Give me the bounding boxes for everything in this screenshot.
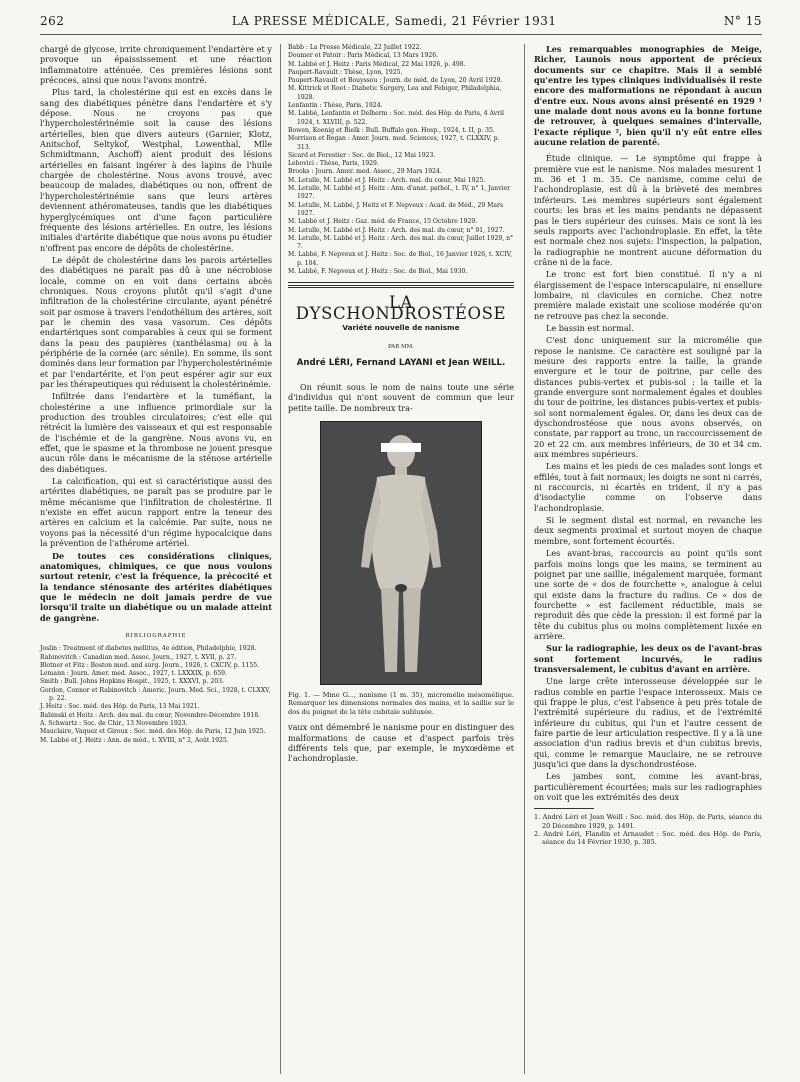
section-rule-double bbox=[288, 285, 514, 288]
patient-photograph bbox=[320, 421, 482, 685]
paragraph: On réunit sous le nom de nains toute une série d'individus qui n'ont souvent de commun que leur petite taille. De nombreux tra- bbox=[288, 382, 514, 413]
journal-title: LA PRESSE MÉDICALE, Samedi, 21 Février 1931 bbox=[231, 14, 557, 28]
reference: Bowen, Koenig et Bielk : Bull. Buffalo gen. Hosp., 1924, t. II, p. 35. bbox=[288, 126, 495, 134]
article-title: LA DYSCHONDROSTÉOSE bbox=[295, 293, 507, 323]
reference: Mauclaire, Vaquez et Giroux : Soc. méd. des Hôp. de Paris, 12 Juin 1925. bbox=[40, 728, 266, 736]
paragraph: Le dépôt de cholestérine dans les parois artérielles des diabétiques ne paraît pas dû à une nécrobiose locale, comme on en voit dans certains abcès chroniques. Nous croyons plutôt qu'il s'agit d'une infiltration de la cholestérine circulante, ayant pénétré soit par osmose à travers l'endothélium des artères, soit par le chemin des vasa vasorum. Ces dépôts endartériques sont comparables à ceux qui se forment dans la peau des paupières (xanthélasma) ou à la périphérie de la cornée (arc sénile). En somme, ils sont dominés dans leur formation par l'hypercholestérinémie et par l'endartérite, et l'on peut espérer agir sur eux par les thérapeutiques qui réduisent la cholestérinémie. bbox=[40, 254, 272, 389]
reference: Lemann : Journ. Amer. med. Assoc., 1927, t. LXXXIX, p. 659. bbox=[40, 670, 227, 678]
paragraph: Sur la radiographie, les deux os de l'avant-bras sont fortement incurvés, le radius transversalement, le cubitus d'avant en arrière. bbox=[534, 643, 762, 674]
column-right bbox=[534, 44, 762, 847]
bibliography-continued bbox=[288, 44, 514, 276]
reference: Morrison et Bogan : Amer. Journ. med. Sciences, 1927, t. CLXXIV, p. 313. bbox=[288, 135, 500, 151]
figure-caption: Fig. 1. — Mme G..., nanisme (1 m. 35), micromélie mésomélique. Remarquer les dimensions normales des mains, et la saillie sur le dos du poignet de la tête cubitale subluxée. bbox=[288, 691, 514, 716]
column-divider bbox=[280, 44, 281, 1074]
reference: M. Letulle, M. Labbé, J. Heitz et F. Nepveux : Acad. de Méd., 29 Mars 1927. bbox=[288, 201, 504, 217]
reference: Babb : La Presse Médicale, 22 Juillet 1922. bbox=[288, 44, 422, 51]
reference: J. Heitz : Soc. méd. des Hôp. de Paris, 13 Mai 1921. bbox=[40, 703, 200, 711]
reference: M. Letulle, M. Labbé et J. Heitz : Arch. des mal. du cœur, n° 91, 1927. bbox=[288, 226, 505, 234]
article-byline-prefix: PAR MM. bbox=[387, 344, 415, 351]
reference: Lenfantin : Thèse, Paris, 1924. bbox=[288, 102, 383, 110]
paragraph: Les remarquables monographies de Meige, Richer, Launois nous apportent de précieux documents sur ce chapitre. Mais il a semblé qu'entre les types cliniques individualisés il reste encore des malformations ne répondant à aucun d'entre eux. Nous avons ainsi présenté en 1929 ¹ une malade dont nous avons eu la bonne fortune de retrouver, à quelques semaines d'intervalle, l'exacte réplique ², bien qu'il n'y eût entre elles aucune relation de parenté. bbox=[534, 44, 762, 148]
paragraph: Étude clinique. — Le symptôme qui frappe à première vue est le nanisme. Nos malades mesurent 1 m. 36 et 1 m. 35. Ce nanisme, comme celui de l'achondroplasie, est dû à la brièveté des membres inférieurs. Les membres supérieurs sont également courts: les bras et les mains pendants ne dépassent pas le tiers supérieur des cuisses. Mais ce sont là les seuls rapports avec l'achondroplasie. En effet, la tête est normale chez nos sujets: l'inspection, la palpation, la radiographie ne montrent aucune déformation du crâne ni de la face. bbox=[534, 153, 762, 267]
paragraph: Les jambes sont, comme les avant-bras, particulièrement écourtées; mais sur les radiographies on voit que les extrémités des deux bbox=[534, 771, 762, 803]
issue-number: N° 15 bbox=[723, 14, 762, 28]
paragraph: Une large crête interosseuse développée sur le radius comble en partie l'espace interosseux. Mais ce qui frappe le plus, c'est l'absence à peu près totale de l'extrémité supérieure du radius, et de l'extrémité inférieure du cubitus, qui l'un et l'autre cessent de faire partie de leur articulation respective. Il y a là une association d'un radius brevis et d'un cubitus brevis, qui, comme le remarque Mauclaire, ne se retrouve jusqu'ici que dans la dyschondrostéose. bbox=[534, 676, 762, 770]
page-number: 262 bbox=[40, 14, 65, 28]
reference: M. Labbé et J. Heitz : Paris Médical, 22 Mai 1926, p. 498. bbox=[288, 60, 466, 68]
reference: Doumer et Patoir : Paris Médical, 13 Mars 1926. bbox=[288, 52, 439, 60]
footnotes bbox=[534, 813, 762, 846]
reference: Sicard et Forestier : Soc. de Biol., 12 Mai 1923. bbox=[288, 151, 436, 159]
reference: A. Schwartz : Soc. de Chir., 13 Novembre 1923. bbox=[40, 719, 188, 727]
reference: M. Labbé, F. Nepveux et J. Heitz : Soc. de Biol., Mai 1930. bbox=[288, 268, 468, 276]
reference: Paupert-Ravault et Bouyssou : Journ. de méd. de Lyon, 20 Avril 1929. bbox=[288, 77, 503, 85]
reference: M. Letulle, M. Labbé et J. Heitz : Arch. des mal. du cœur, Juillet 1929, n° 7. bbox=[288, 234, 514, 251]
reference: Brooks : Journ. Amer. med. Assoc., 29 Mars 1924. bbox=[288, 168, 442, 176]
paragraph: Les mains et les pieds de ces malades sont longs et effilés, tout à fait normaux; les doigts ne sont ni carrés, ni raccourcis, ni écartés en trident, il n'y a pas d'isodactylie comme on l'observe dans l'achondroplasie. bbox=[534, 461, 762, 513]
reference: M. Kittrick et Root : Diabetic Surgery, Lea and Febiger, Philadelphia, 1928. bbox=[288, 85, 502, 101]
page-header bbox=[40, 14, 762, 35]
reference: M. Labbé et J. Heitz : Ann. de méd., t. XVIII, n° 2, Août 1925. bbox=[40, 736, 229, 744]
footnote-rule bbox=[534, 808, 594, 809]
reference: M. Labbé, F. Nepveux et J. Heitz : Soc. de Biol., 16 Janvier 1926, t. XCIV, p. 104. bbox=[288, 251, 512, 267]
reference: Joslin : Treatment of diabetes mellitus, 4e édition, Philadelphie, 1928. bbox=[40, 645, 257, 653]
paragraph: Le bassin est normal. bbox=[546, 322, 634, 333]
reference: Blotner et Fitz : Boston med. and surg. Journ., 1926, t. CXCIV, p. 1155. bbox=[40, 661, 260, 669]
paragraph: chargé de glycose, irrite chroniquement l'endartère et y provoque un épaississement et une réaction inflammatoire atténuée. Ces premières lésions sont précoces, ainsi que nous l'avons montré. bbox=[40, 44, 272, 86]
reference: M. Letulle, M. Labbé et J. Heitz : Ann. d'anat. pathol., t. IV, n° 1, Janvier 1927. bbox=[288, 185, 511, 201]
paragraph: De toutes ces considérations cliniques, anatomiques, chimiques, ce que nous voulons surtout retenir, c'est la fréquence, la précocité et la tendance sténosante des artérites diabétiques que le médecin ne doit jamais perdre de vue lorsqu'il traite un diabétique ou un malade atteint de gangrène. bbox=[40, 550, 272, 623]
paragraph: Le tronc est fort bien constitué. Il n'y a ni élargissement de l'espace interscapulaire, ni ensellure lombaire, ni clavicules en corniche. Chez notre première malade existait une scoliose modérée qu'on ne retrouve pas chez la seconde. bbox=[534, 269, 762, 321]
paragraph: Infiltrée dans l'endartère et la tuméfiant, la cholestérine a une influence primordiale sur la production des troubles circulatoires; c'est elle qui rétrécit la lumière des vaisseaux et qui est responsable de l'ischémie et de la gangrène. Nous avons vu, en effet, que le spasme et la thrombose ne jouent presque aucun rôle dans le mécanisme de la sténose artérielle des diabétiques. bbox=[40, 391, 272, 474]
reference: Rabinovitch : Canadian med. Assoc. Journ., 1927, t. XVII, p. 27. bbox=[40, 653, 237, 661]
reference: Gordon, Connor et Rabinovitch : Americ. Journ. Med. Sci., 1928, t. CLXXV, p. 22. bbox=[40, 686, 271, 703]
article-authors: André LÉRI, Fernand LAYANI et Jean WEILL. bbox=[296, 357, 506, 368]
bibliography bbox=[40, 645, 272, 745]
paragraph: Si le segment distal est normal, en revanche les deux segments proximal et surtout moyen de chaque membre, sont fortement écourtés. bbox=[534, 515, 762, 546]
footnote: 2. André Léri, Flandin et Arnaudet : Soc. méd. des Hôp. de Paris, séance du 14 Février 1930, p. 385. bbox=[534, 830, 762, 847]
paragraph: Plus tard, la cholestérine qui est en excès dans le sang des diabétiques pénètre dans l'endartère et s'y dépose. Nous ne croyons pas que l'hypercholestérinémie soit la cause des lésions artérielles, bien que divers auteurs (Garnier, Klotz, Anitschof, Seltykof, Westphal, Lowenthal, Mlle Schmidtmann, Aschoff) aient produit des lésions artérielles en faisant ingérer à des lapins de l'huile chargée de cholestérine. Nous avons trouvé, avec beaucoup de malades, diabétiques ou non, offrent de l'hypercholestérinémie sans que leurs artères deviennent athéromateuses, tandis que les diabétiques hyperglycémiques ont d'une façon particulière fréquente des lésions artérielles. En outre, les lésions initiales d'artérite diabétique que nous avons pu étudier n'offrent pas encore de dépôts de cholestérine. bbox=[40, 87, 272, 253]
paragraph: Les avant-bras, raccourcis au point qu'ils sont parfois moins longs que les mains, se terminent au poignet par une saillie, inégalement marquée, formant une sorte de « dos de fourchette », analogue à celui qui existe dans la fracture du radius. Ce « dos de fourchette » est facilement réductible, mais se reproduit dès que cède la pression: il est formé par la tête du cubitus plus ou moins complètement luxée en arrière. bbox=[534, 548, 762, 641]
reference: Paupert-Ravault : Thèse, Lyon, 1925. bbox=[288, 68, 403, 76]
column-middle bbox=[288, 44, 514, 764]
paragraph: La calcification, qui est si caractéristique aussi des artérites diabétiques, ne paraît pas se produire par le même mécanisme que l'infiltration de cholestérine. Il n'existe en effet aucun rapport entre la teneur des artères en calcium et la calcémie. Par suite, nous ne voyons pas la nécessité d'un régime hypocalcique dans la prévention de l'athérome artériel. bbox=[40, 476, 272, 549]
column-divider bbox=[524, 44, 525, 1074]
reference: M. Letulle, M. Labbé et J. Heitz : Arch. mal. du cœur, Mai 1925. bbox=[288, 176, 486, 184]
paragraph: vaux ont démembré le nanisme pour en distinguer des malformations de cause et d'aspect parfois très différents tels que, par exemple, le myxœdème et l'achondroplasie. bbox=[288, 722, 514, 764]
reference: Lebovici : Thèse, Paris, 1929. bbox=[288, 160, 379, 168]
section-rule bbox=[288, 282, 514, 283]
reference: M. Labbé, Lenfantin et Delherm : Soc. méd. des Hôp. de Paris, 4 Avril 1924, t. XLVIII, p. 522. bbox=[288, 110, 504, 126]
paragraph: C'est donc uniquement sur la micromélie que repose le nanisme. Ce caractère est souligné par la mesure des rapports entre la taille, la grande envergure et le tour de poitrine, par celle des distances pubis-vertex et pubis-sol : la taille et la grande envergure sont normalement égales et doubles du tour de poitrine, les distances pubis-vertex et pubis-sol sont normalement égales. Or, dans les deux cas de dyschondrostéose que nous avons observés, on constate, par rapport au tronc, un raccourcissement de 20 et 22 cm. aux membres inférieurs, de 30 et 34 cm. aux membres supérieurs. bbox=[534, 335, 763, 460]
bibliography-heading: BIBLIOGRAPHIE bbox=[125, 632, 187, 639]
reference: Smith : Bull. Johns Hopkins Hospit., 1925, t. XXXVI, p. 203. bbox=[40, 678, 224, 686]
footnote: 1. André Léri et Jean Weill : Soc. méd. des Hôp. de Paris, séance du 20 Décembre 1929, p. 1491. bbox=[534, 813, 762, 830]
column-left bbox=[40, 44, 272, 745]
reference: Babinski et Heitz : Arch. des mal. du cœur, Novembre-Décembre 1918. bbox=[40, 711, 261, 719]
article-subtitle: Variété nouvelle de nanisme bbox=[342, 323, 460, 332]
reference: M. Labbé et J. Heitz : Gaz. méd. de France, 15 Octobre 1929. bbox=[288, 218, 478, 226]
figure-silhouette bbox=[321, 422, 481, 684]
